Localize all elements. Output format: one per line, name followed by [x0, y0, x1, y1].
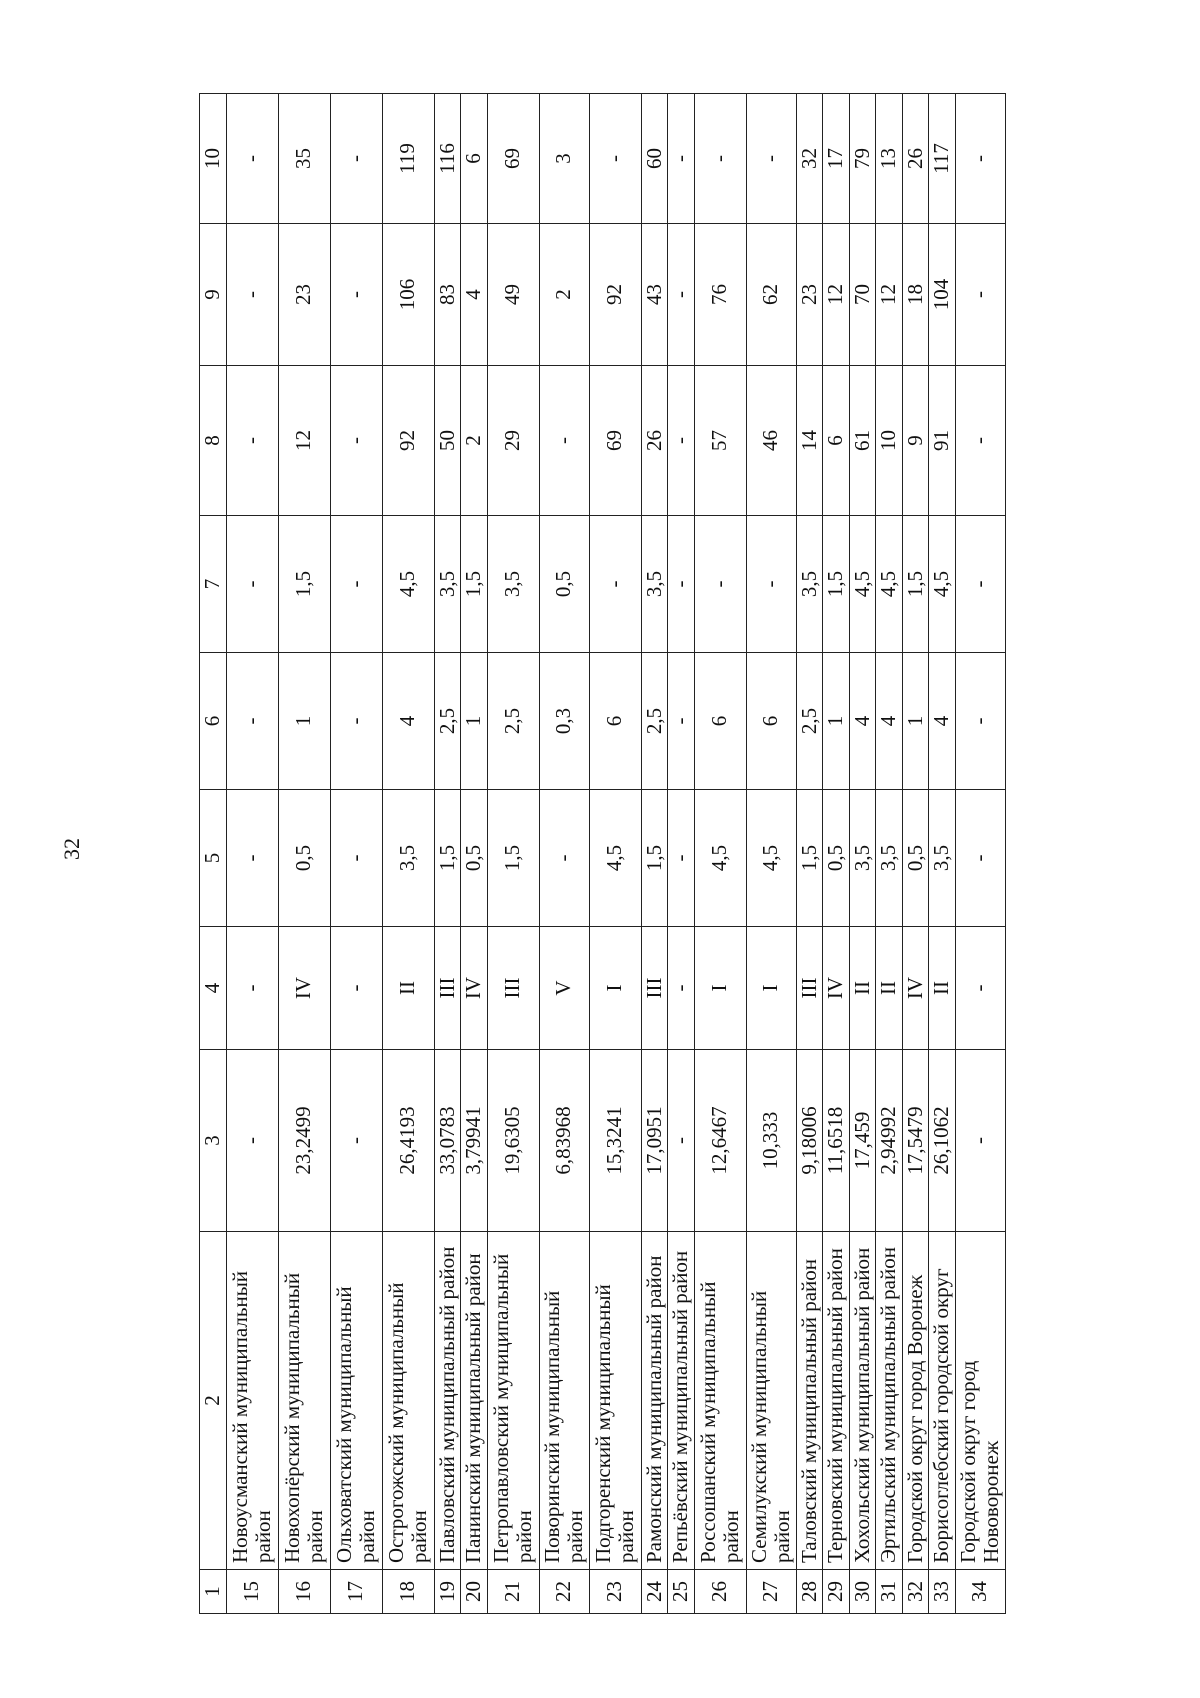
value-cell-col-9: - [226, 224, 278, 366]
value-cell-col-5: 1,5 [796, 790, 823, 927]
value-cell-col-8: - [226, 366, 278, 516]
value-cell-col-9: 70 [849, 224, 876, 366]
table-row [876, 94, 903, 1614]
value-cell-col-10: - [589, 94, 641, 224]
value-cell-col-7: 0,5 [539, 516, 589, 653]
value-cell-col-8: 9 [902, 366, 929, 516]
value-cell-col-3: 26,1062 [929, 1050, 956, 1232]
row-number-cell: 34 [955, 1570, 1005, 1614]
value-cell-col-4: I [589, 927, 641, 1050]
table-row [929, 94, 956, 1614]
value-cell-col-9: - [955, 224, 1005, 366]
value-cell-col-5: 0,5 [902, 790, 929, 927]
value-cell-col-10: 117 [929, 94, 956, 224]
row-number-cell: 22 [539, 1570, 589, 1614]
value-cell-col-3: 33,0783 [434, 1050, 461, 1232]
value-cell-col-10: - [955, 94, 1005, 224]
value-cell-col-9: 62 [746, 224, 796, 366]
value-cell-col-4: II [929, 927, 956, 1050]
value-cell-col-8: - [539, 366, 589, 516]
column-header-7: 7 [200, 516, 227, 653]
value-cell-col-8: 2 [461, 366, 488, 516]
value-cell-col-3: 19,6305 [487, 1050, 539, 1232]
table-row [278, 94, 330, 1614]
value-cell-col-7: - [330, 516, 382, 653]
value-cell-col-7: - [955, 516, 1005, 653]
value-cell-col-10: 119 [382, 94, 434, 224]
value-cell-col-7: 1,5 [278, 516, 330, 653]
value-cell-col-6: 1 [902, 653, 929, 790]
value-cell-col-10: 35 [278, 94, 330, 224]
district-name-cell: Семилукский муниципальный район [746, 1232, 796, 1570]
table-row [849, 94, 876, 1614]
value-cell-col-5: 3,5 [849, 790, 876, 927]
row-number-cell: 24 [641, 1570, 668, 1614]
value-cell-col-5: 4,5 [746, 790, 796, 927]
value-cell-col-6: - [955, 653, 1005, 790]
value-cell-col-10: - [330, 94, 382, 224]
value-cell-col-9: 23 [796, 224, 823, 366]
value-cell-col-4: II [849, 927, 876, 1050]
table-row [434, 94, 461, 1614]
table-row [330, 94, 382, 1614]
value-cell-col-4: I [694, 927, 746, 1050]
value-cell-col-3: - [330, 1050, 382, 1232]
value-cell-col-4: IV [278, 927, 330, 1050]
district-name-cell: Терновский муниципальный район [823, 1232, 850, 1570]
value-cell-col-6: 1 [823, 653, 850, 790]
value-cell-col-10: 13 [876, 94, 903, 224]
value-cell-col-7: 3,5 [487, 516, 539, 653]
value-cell-col-10: - [226, 94, 278, 224]
value-cell-col-8: 6 [823, 366, 850, 516]
table-row [823, 94, 850, 1614]
value-cell-col-6: 1 [278, 653, 330, 790]
value-cell-col-3: 26,4193 [382, 1050, 434, 1232]
table-header-row [200, 94, 227, 1614]
district-name-cell: Борисоглебский городской округ [929, 1232, 956, 1570]
row-number-cell: 16 [278, 1570, 330, 1614]
value-cell-col-5: 0,5 [278, 790, 330, 927]
value-cell-col-8: 61 [849, 366, 876, 516]
value-cell-col-9: 106 [382, 224, 434, 366]
row-number-cell: 23 [589, 1570, 641, 1614]
value-cell-col-8: 91 [929, 366, 956, 516]
row-number-cell: 30 [849, 1570, 876, 1614]
row-number-cell: 26 [694, 1570, 746, 1614]
value-cell-col-8: 57 [694, 366, 746, 516]
value-cell-col-3: 11,6518 [823, 1050, 850, 1232]
table-row [796, 94, 823, 1614]
value-cell-col-3: - [668, 1050, 695, 1232]
value-cell-col-4: IV [823, 927, 850, 1050]
value-cell-col-10: - [746, 94, 796, 224]
value-cell-col-8: 29 [487, 366, 539, 516]
district-name-cell: Новохопёрский муниципальный район [278, 1232, 330, 1570]
value-cell-col-4: IV [461, 927, 488, 1050]
value-cell-col-8: - [955, 366, 1005, 516]
value-cell-col-9: 12 [823, 224, 850, 366]
value-cell-col-8: - [330, 366, 382, 516]
value-cell-col-10: 116 [434, 94, 461, 224]
value-cell-col-7: - [589, 516, 641, 653]
value-cell-col-3: - [955, 1050, 1005, 1232]
value-cell-col-5: - [539, 790, 589, 927]
table-body [226, 94, 1005, 1614]
district-name-cell: Таловский муниципальный район [796, 1232, 823, 1570]
table-row [955, 94, 1005, 1614]
value-cell-col-4: II [876, 927, 903, 1050]
value-cell-col-3: 12,6467 [694, 1050, 746, 1232]
value-cell-col-4: V [539, 927, 589, 1050]
value-cell-col-7: 4,5 [382, 516, 434, 653]
value-cell-col-10: 17 [823, 94, 850, 224]
value-cell-col-9: 2 [539, 224, 589, 366]
row-number-cell: 18 [382, 1570, 434, 1614]
column-header-2: 2 [200, 1232, 227, 1570]
row-number-cell: 19 [434, 1570, 461, 1614]
district-name-cell: Острогожский муниципальный район [382, 1232, 434, 1570]
value-cell-col-3: 6,83968 [539, 1050, 589, 1232]
value-cell-col-10: 79 [849, 94, 876, 224]
column-header-1: 1 [200, 1570, 227, 1614]
table-row [226, 94, 278, 1614]
value-cell-col-9: 92 [589, 224, 641, 366]
value-cell-col-8: 50 [434, 366, 461, 516]
row-number-cell: 21 [487, 1570, 539, 1614]
value-cell-col-10: 26 [902, 94, 929, 224]
value-cell-col-9: - [330, 224, 382, 366]
table-row [746, 94, 796, 1614]
value-cell-col-4: I [746, 927, 796, 1050]
value-cell-col-6: 6 [589, 653, 641, 790]
value-cell-col-6: - [226, 653, 278, 790]
row-number-cell: 33 [929, 1570, 956, 1614]
value-cell-col-9: 18 [902, 224, 929, 366]
column-header-5: 5 [200, 790, 227, 927]
value-cell-col-9: 12 [876, 224, 903, 366]
table-row [589, 94, 641, 1614]
value-cell-col-7: 4,5 [929, 516, 956, 653]
value-cell-col-9: 83 [434, 224, 461, 366]
value-cell-col-6: - [668, 653, 695, 790]
value-cell-col-5: 0,5 [823, 790, 850, 927]
value-cell-col-5: 1,5 [487, 790, 539, 927]
value-cell-col-6: 6 [746, 653, 796, 790]
value-cell-col-3: 3,79941 [461, 1050, 488, 1232]
value-cell-col-6: 2,5 [641, 653, 668, 790]
district-name-cell: Репьёвский муниципальный район [668, 1232, 695, 1570]
value-cell-col-10: - [668, 94, 695, 224]
value-cell-col-6: 0,3 [539, 653, 589, 790]
value-cell-col-7: 3,5 [641, 516, 668, 653]
value-cell-col-4: III [641, 927, 668, 1050]
data-table [199, 93, 1006, 1614]
value-cell-col-5: 3,5 [382, 790, 434, 927]
value-cell-col-3: 17,5479 [902, 1050, 929, 1232]
row-number-cell: 25 [668, 1570, 695, 1614]
table-row [461, 94, 488, 1614]
district-name-cell: Ольховатский муниципальный район [330, 1232, 382, 1570]
district-name-cell: Хохольский муниципальный район [849, 1232, 876, 1570]
value-cell-col-3: 23,2499 [278, 1050, 330, 1232]
value-cell-col-5: 4,5 [589, 790, 641, 927]
value-cell-col-5: 1,5 [434, 790, 461, 927]
value-cell-col-4: III [434, 927, 461, 1050]
table-row [902, 94, 929, 1614]
value-cell-col-5: 3,5 [929, 790, 956, 927]
value-cell-col-8: 26 [641, 366, 668, 516]
value-cell-col-4: III [487, 927, 539, 1050]
district-name-cell: Рамонский муниципальный район [641, 1232, 668, 1570]
row-number-cell: 20 [461, 1570, 488, 1614]
value-cell-col-7: 1,5 [902, 516, 929, 653]
row-number-cell: 32 [902, 1570, 929, 1614]
value-cell-col-5: 4,5 [694, 790, 746, 927]
value-cell-col-10: 6 [461, 94, 488, 224]
rotated-table-container [199, 94, 1003, 1614]
page-number: 32 [59, 838, 84, 860]
row-number-cell: 28 [796, 1570, 823, 1614]
value-cell-col-6: 4 [876, 653, 903, 790]
value-cell-col-4: - [668, 927, 695, 1050]
district-name-cell: Панинский муниципальный район [461, 1232, 488, 1570]
value-cell-col-5: - [668, 790, 695, 927]
value-cell-col-7: 4,5 [876, 516, 903, 653]
value-cell-col-9: 49 [487, 224, 539, 366]
value-cell-col-7: 1,5 [823, 516, 850, 653]
district-name-cell: Павловский муниципальный район [434, 1232, 461, 1570]
value-cell-col-8: 14 [796, 366, 823, 516]
district-name-cell: Подгоренский муниципальный район [589, 1232, 641, 1570]
value-cell-col-3: 17,459 [849, 1050, 876, 1232]
column-header-6: 6 [200, 653, 227, 790]
district-name-cell: Эртильский муниципальный район [876, 1232, 903, 1570]
row-number-cell: 29 [823, 1570, 850, 1614]
value-cell-col-6: 4 [382, 653, 434, 790]
value-cell-col-4: IV [902, 927, 929, 1050]
value-cell-col-4: - [330, 927, 382, 1050]
value-cell-col-5: 1,5 [641, 790, 668, 927]
value-cell-col-7: - [226, 516, 278, 653]
value-cell-col-8: - [668, 366, 695, 516]
row-number-cell: 15 [226, 1570, 278, 1614]
column-header-8: 8 [200, 366, 227, 516]
table-row [641, 94, 668, 1614]
row-number-cell: 27 [746, 1570, 796, 1614]
value-cell-col-7: - [746, 516, 796, 653]
table-row [539, 94, 589, 1614]
district-name-cell: Новоусманский муниципальный район [226, 1232, 278, 1570]
value-cell-col-7: 3,5 [434, 516, 461, 653]
value-cell-col-3: 17,0951 [641, 1050, 668, 1232]
district-name-cell: Городской округ город Воронеж [902, 1232, 929, 1570]
value-cell-col-9: 43 [641, 224, 668, 366]
value-cell-col-3: 10,333 [746, 1050, 796, 1232]
column-header-9: 9 [200, 224, 227, 366]
value-cell-col-5: - [955, 790, 1005, 927]
value-cell-col-10: - [694, 94, 746, 224]
table-row [694, 94, 746, 1614]
value-cell-col-4: - [955, 927, 1005, 1050]
value-cell-col-5: 0,5 [461, 790, 488, 927]
value-cell-col-7: 1,5 [461, 516, 488, 653]
table-row [487, 94, 539, 1614]
row-number-cell: 17 [330, 1570, 382, 1614]
value-cell-col-10: 69 [487, 94, 539, 224]
value-cell-col-6: 2,5 [796, 653, 823, 790]
value-cell-col-3: - [226, 1050, 278, 1232]
value-cell-col-6: 2,5 [487, 653, 539, 790]
value-cell-col-6: 4 [929, 653, 956, 790]
value-cell-col-3: 15,3241 [589, 1050, 641, 1232]
value-cell-col-7: - [668, 516, 695, 653]
row-number-cell: 31 [876, 1570, 903, 1614]
district-name-cell: Городской округ город Нововоронеж [955, 1232, 1005, 1570]
value-cell-col-8: 46 [746, 366, 796, 516]
value-cell-col-10: 60 [641, 94, 668, 224]
value-cell-col-6: 1 [461, 653, 488, 790]
value-cell-col-7: 4,5 [849, 516, 876, 653]
value-cell-col-10: 32 [796, 94, 823, 224]
column-header-10: 10 [200, 94, 227, 224]
value-cell-col-4: III [796, 927, 823, 1050]
value-cell-col-6: - [330, 653, 382, 790]
table-row [668, 94, 695, 1614]
value-cell-col-9: 4 [461, 224, 488, 366]
value-cell-col-9: - [668, 224, 695, 366]
value-cell-col-9: 23 [278, 224, 330, 366]
value-cell-col-5: 3,5 [876, 790, 903, 927]
district-name-cell: Россошанский муниципальный район [694, 1232, 746, 1570]
value-cell-col-8: 12 [278, 366, 330, 516]
value-cell-col-6: 6 [694, 653, 746, 790]
value-cell-col-3: 2,94992 [876, 1050, 903, 1232]
value-cell-col-9: 104 [929, 224, 956, 366]
value-cell-col-4: II [382, 927, 434, 1050]
value-cell-col-8: 69 [589, 366, 641, 516]
value-cell-col-5: - [330, 790, 382, 927]
value-cell-col-8: 92 [382, 366, 434, 516]
district-name-cell: Петропавловский муниципальный район [487, 1232, 539, 1570]
value-cell-col-6: 4 [849, 653, 876, 790]
column-header-4: 4 [200, 927, 227, 1050]
value-cell-col-5: - [226, 790, 278, 927]
table-row [382, 94, 434, 1614]
value-cell-col-10: 3 [539, 94, 589, 224]
column-header-3: 3 [200, 1050, 227, 1232]
value-cell-col-6: 2,5 [434, 653, 461, 790]
district-name-cell: Поворинский муниципальный район [539, 1232, 589, 1570]
value-cell-col-4: - [226, 927, 278, 1050]
value-cell-col-3: 9,18006 [796, 1050, 823, 1232]
value-cell-col-7: 3,5 [796, 516, 823, 653]
value-cell-col-9: 76 [694, 224, 746, 366]
value-cell-col-7: - [694, 516, 746, 653]
value-cell-col-8: 10 [876, 366, 903, 516]
